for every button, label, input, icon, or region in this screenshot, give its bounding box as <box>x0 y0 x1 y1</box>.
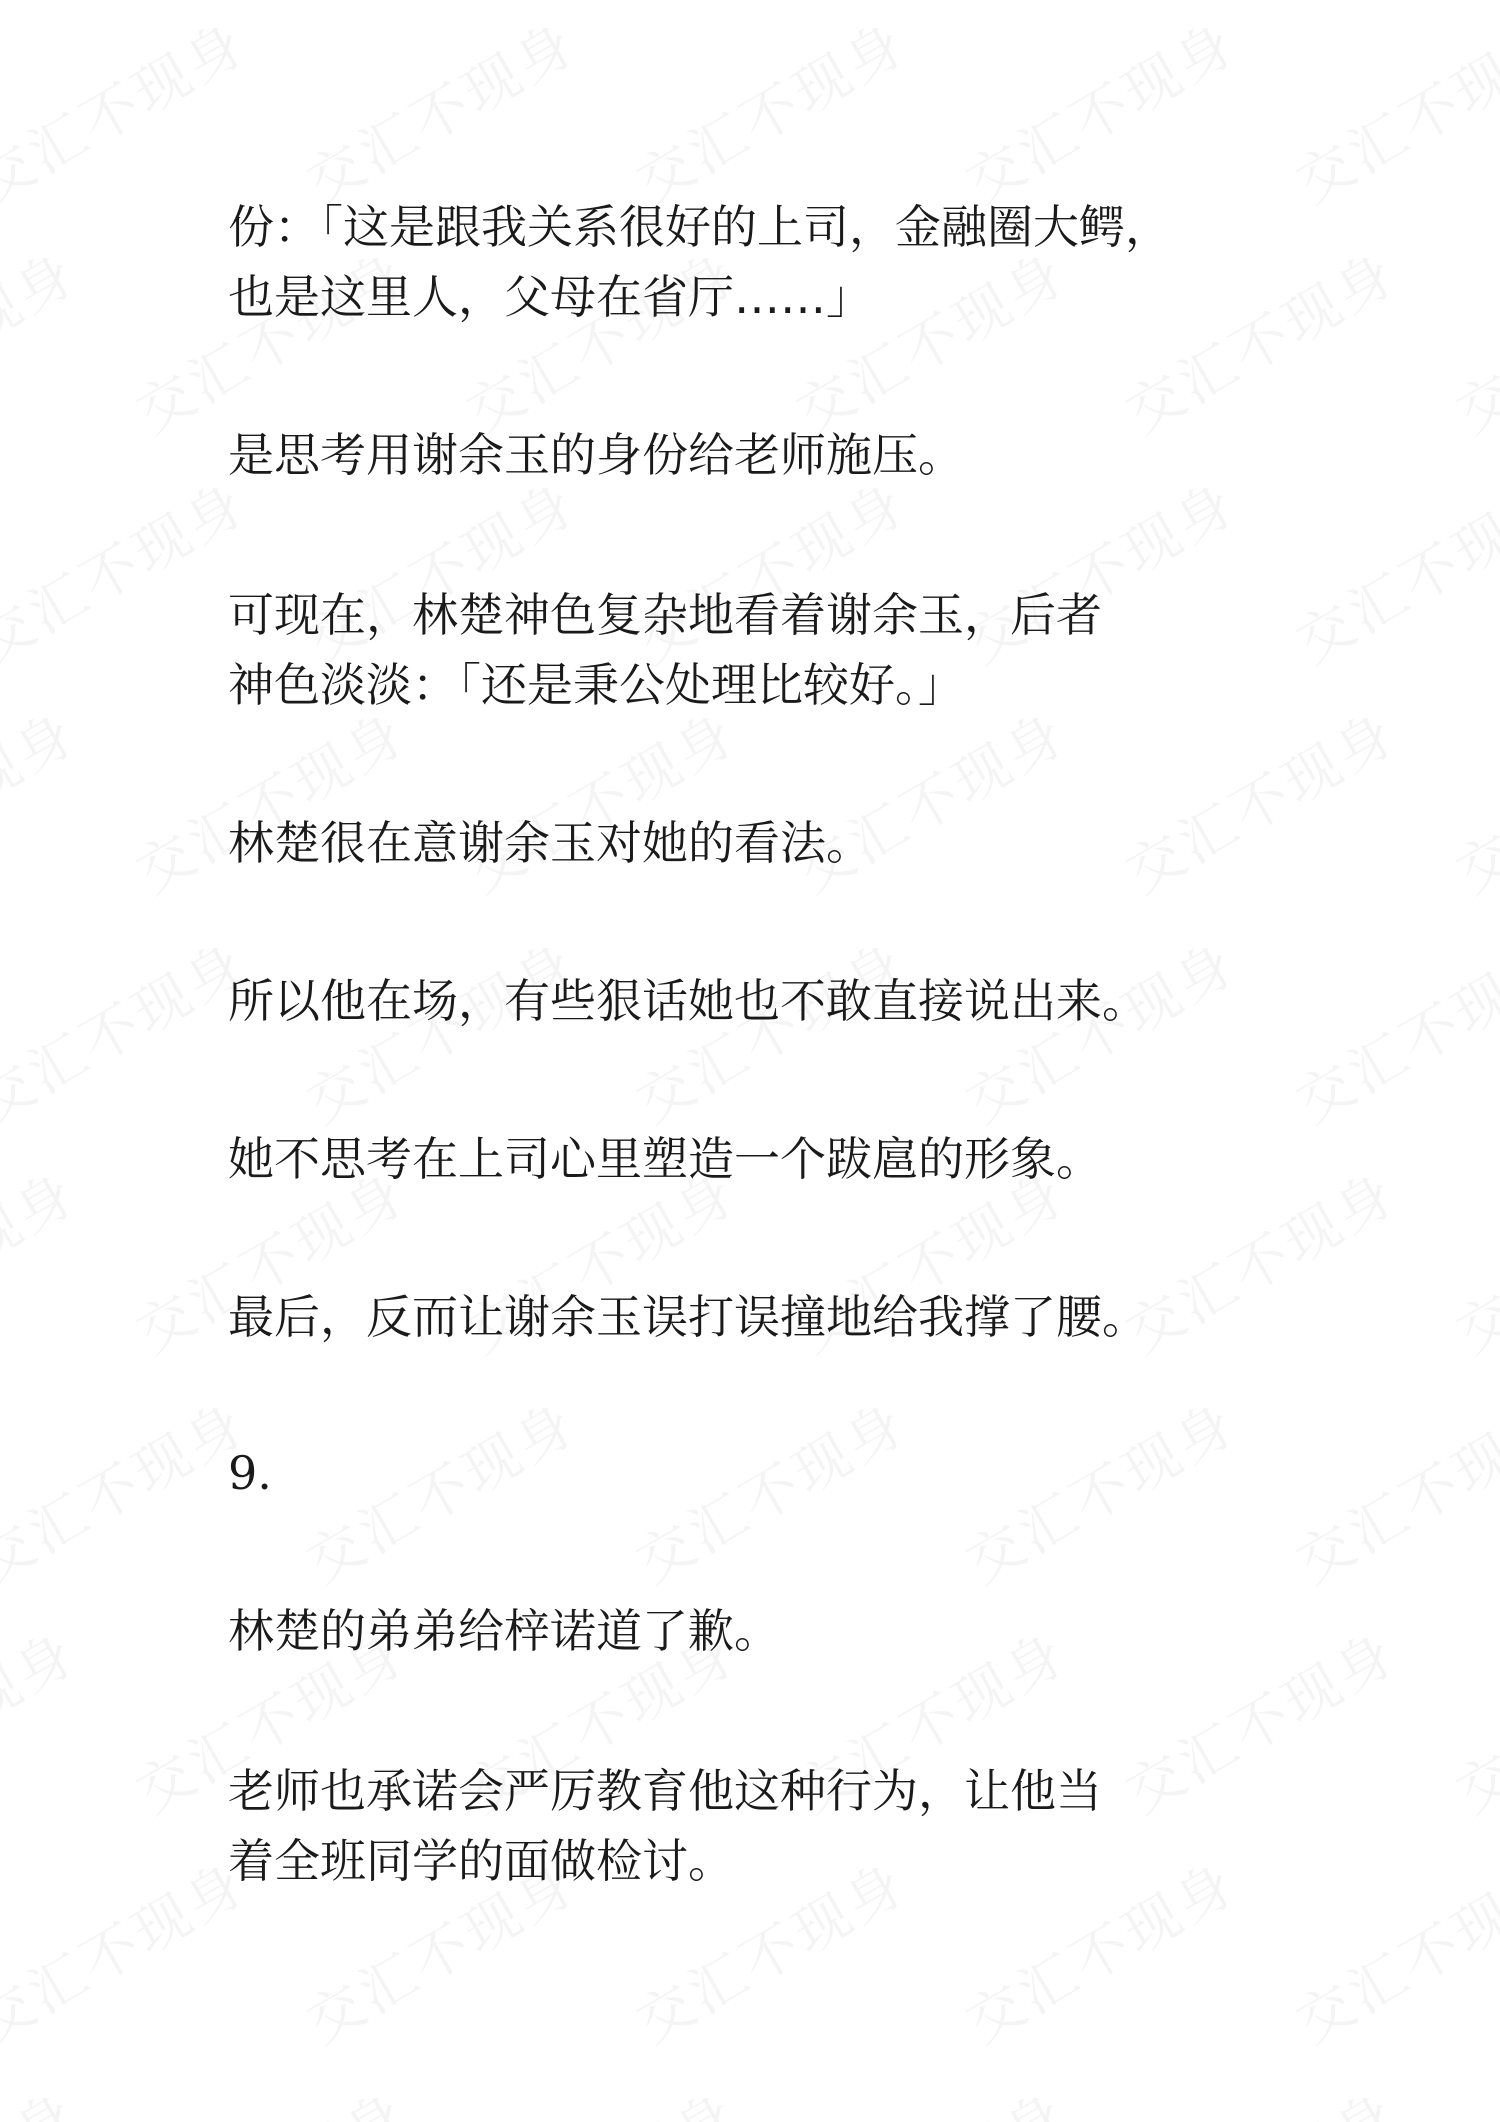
watermark-text <box>1440 230 1500 449</box>
paragraph-line: 林楚的弟弟给梓诺道了歉。 <box>228 1604 780 1658</box>
watermark-text <box>1280 0 1500 219</box>
paragraph-line: 份：「这是跟我关系很好的上司，金融圈大鳄， <box>228 200 1171 254</box>
watermark-text <box>0 1610 90 1829</box>
paragraph-7 <box>228 1282 1378 1352</box>
paragraph-line: 所以他在场，有些狠话她也不敢直接说出来。 <box>228 974 1148 1028</box>
paragraph-4 <box>228 808 1378 878</box>
paragraph-6 <box>228 1124 1378 1194</box>
section-number-text: 9. <box>228 1446 272 1500</box>
watermark-text <box>0 230 90 449</box>
watermark-text <box>1440 2070 1500 2122</box>
paragraph-5 <box>228 966 1378 1036</box>
paragraph-line: 也是这里人，父母在省厅……」 <box>228 270 872 324</box>
paragraph-9 <box>228 1596 1378 1666</box>
watermark-text <box>950 0 1250 219</box>
watermark-text <box>0 460 260 679</box>
watermark-text <box>1440 690 1500 909</box>
watermark-text <box>450 2070 750 2122</box>
paragraph-10 <box>228 1756 1378 1896</box>
watermark-text <box>0 2070 90 2122</box>
watermark-text <box>0 1150 90 1369</box>
watermark-text <box>0 1380 260 1599</box>
article-body <box>228 192 1378 1896</box>
paragraph-line: 是思考用谢余玉的身份给老师施压。 <box>228 428 964 482</box>
paragraph-line: 老师也承诺会严厉教育他这种行为，让他当 <box>228 1764 1102 1818</box>
watermark-text <box>620 0 920 219</box>
paragraph-line: 神色淡淡：「还是秉公处理比较好。」 <box>228 658 964 712</box>
paragraph-2 <box>228 420 1378 490</box>
paragraph-line: 她不思考在上司心里塑造一个跋扈的形象。 <box>228 1132 1102 1186</box>
watermark-text <box>120 2070 420 2122</box>
paragraph-line: 最后，反而让谢余玉误打误撞地给我撑了腰。 <box>228 1290 1148 1344</box>
watermark-text <box>0 920 260 1139</box>
watermark-text <box>1110 2070 1410 2122</box>
paragraph-1 <box>228 192 1378 332</box>
paragraph-line: 着全班同学的面做检讨。 <box>228 1834 734 1888</box>
paragraph-3 <box>228 580 1378 720</box>
watermark-text <box>1440 1610 1500 1829</box>
watermark-text <box>0 690 90 909</box>
watermark-text <box>0 1840 260 2059</box>
watermark-text <box>780 2070 1080 2122</box>
watermark-text <box>1440 1150 1500 1369</box>
watermark-text <box>0 0 260 219</box>
paragraph-line: 林楚很在意谢余玉对她的看法。 <box>228 816 872 870</box>
paragraph-line: 可现在，林楚神色复杂地看着谢余玉，后者 <box>228 588 1102 642</box>
watermark-text <box>290 0 590 219</box>
section-number <box>228 1438 1378 1508</box>
